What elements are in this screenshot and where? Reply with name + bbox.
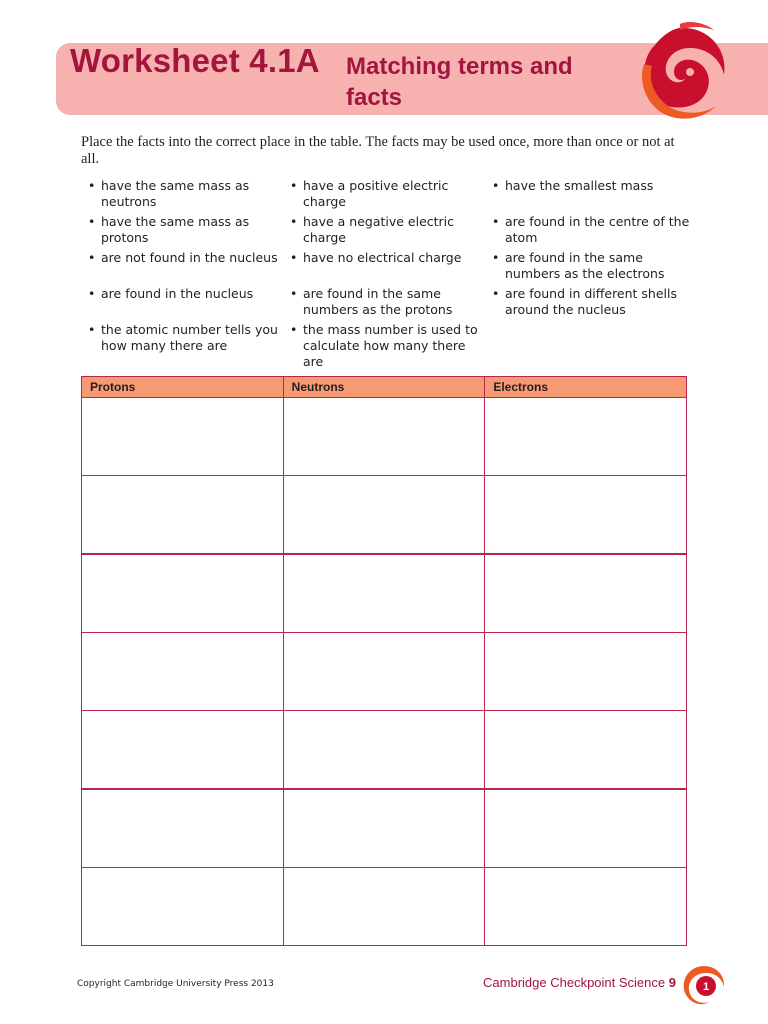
bullet-icon: •	[88, 250, 96, 265]
bullet-icon: •	[290, 286, 298, 301]
swirl-logo-icon	[624, 20, 734, 130]
fact-item: • the atomic number tells you how many there are	[88, 322, 278, 353]
table-row	[82, 476, 687, 555]
page-number-badge	[682, 964, 726, 1008]
bullet-icon: •	[88, 178, 96, 193]
fact-item: • are found in the same numbers as the electrons	[492, 250, 665, 281]
answer-cell[interactable]	[283, 711, 485, 790]
fact-item: • have a negative electric charge	[290, 214, 455, 245]
column-header-neutrons: Neutrons	[283, 377, 485, 398]
answer-table	[81, 376, 687, 946]
answer-cell[interactable]	[82, 476, 284, 555]
fact-item: • have the same mass as protons	[88, 214, 250, 245]
answer-cell[interactable]	[485, 476, 687, 555]
bullet-icon: •	[290, 322, 298, 337]
fact-item: • have the smallest mass	[492, 178, 654, 193]
fact-item: • are found in the same numbers as the protons	[290, 286, 453, 317]
table-row	[82, 789, 687, 868]
answer-cell[interactable]	[82, 633, 284, 711]
bullet-icon: •	[492, 286, 500, 301]
fact-item: • are found in the nucleus	[88, 286, 254, 301]
bullet-icon: •	[492, 250, 500, 265]
answer-cell[interactable]	[283, 789, 485, 868]
fact-item: • have a positive electric charge	[290, 178, 449, 209]
answer-cell[interactable]	[283, 398, 485, 476]
fact-item: • the mass number is used to calculate how many there are	[290, 322, 478, 369]
fact-item: • are found in different shells around the nucleus	[492, 286, 678, 317]
answer-cell[interactable]	[82, 711, 284, 790]
answer-cell[interactable]	[82, 868, 284, 946]
bullet-icon: •	[88, 286, 96, 301]
table-row	[82, 554, 687, 633]
bullet-icon: •	[290, 250, 298, 265]
table-header-row	[82, 377, 687, 398]
answer-cell[interactable]	[82, 398, 284, 476]
series-title	[483, 975, 676, 990]
instructions-text: Place the facts into the correct place in the table. The facts may be used once, more than once or not at all.	[81, 134, 675, 167]
bullet-icon: •	[290, 214, 298, 229]
answer-cell[interactable]	[283, 868, 485, 946]
answer-cell[interactable]	[485, 868, 687, 946]
fact-item: • have the same mass as neutrons	[88, 178, 250, 209]
table-row	[82, 398, 687, 476]
bullet-icon: •	[492, 214, 500, 229]
answer-cell[interactable]	[485, 789, 687, 868]
answer-cell[interactable]	[82, 789, 284, 868]
bullet-icon: •	[88, 322, 96, 337]
answer-cell[interactable]	[485, 633, 687, 711]
table-row	[82, 711, 687, 790]
series-volume: 9	[668, 975, 676, 990]
worksheet-title: Worksheet 4.1A	[70, 42, 320, 79]
bullet-icon: •	[88, 214, 96, 229]
series-name: Cambridge Checkpoint Science	[483, 975, 666, 990]
page-number: 1	[702, 981, 710, 993]
answer-cell[interactable]	[283, 554, 485, 633]
table-row	[82, 868, 687, 946]
column-header-protons: Protons	[82, 377, 284, 398]
answer-cell[interactable]	[485, 554, 687, 633]
bullet-icon: •	[492, 178, 500, 193]
fact-item: • are not found in the nucleus	[88, 250, 278, 265]
column-header-electrons: Electrons	[485, 377, 687, 398]
fact-item: • have no electrical charge	[290, 250, 462, 265]
answer-cell[interactable]	[82, 554, 284, 633]
fact-item: • are found in the centre of the atom	[492, 214, 690, 245]
answer-cell[interactable]	[485, 711, 687, 790]
answer-cell[interactable]	[485, 398, 687, 476]
answer-cell[interactable]	[283, 633, 485, 711]
answer-cell[interactable]	[283, 476, 485, 555]
copyright-text: Copyright Cambridge University Press 2013	[77, 979, 274, 989]
worksheet-subtitle: Matching terms and facts	[346, 53, 573, 111]
bullet-icon: •	[290, 178, 298, 193]
table-row	[82, 633, 687, 711]
